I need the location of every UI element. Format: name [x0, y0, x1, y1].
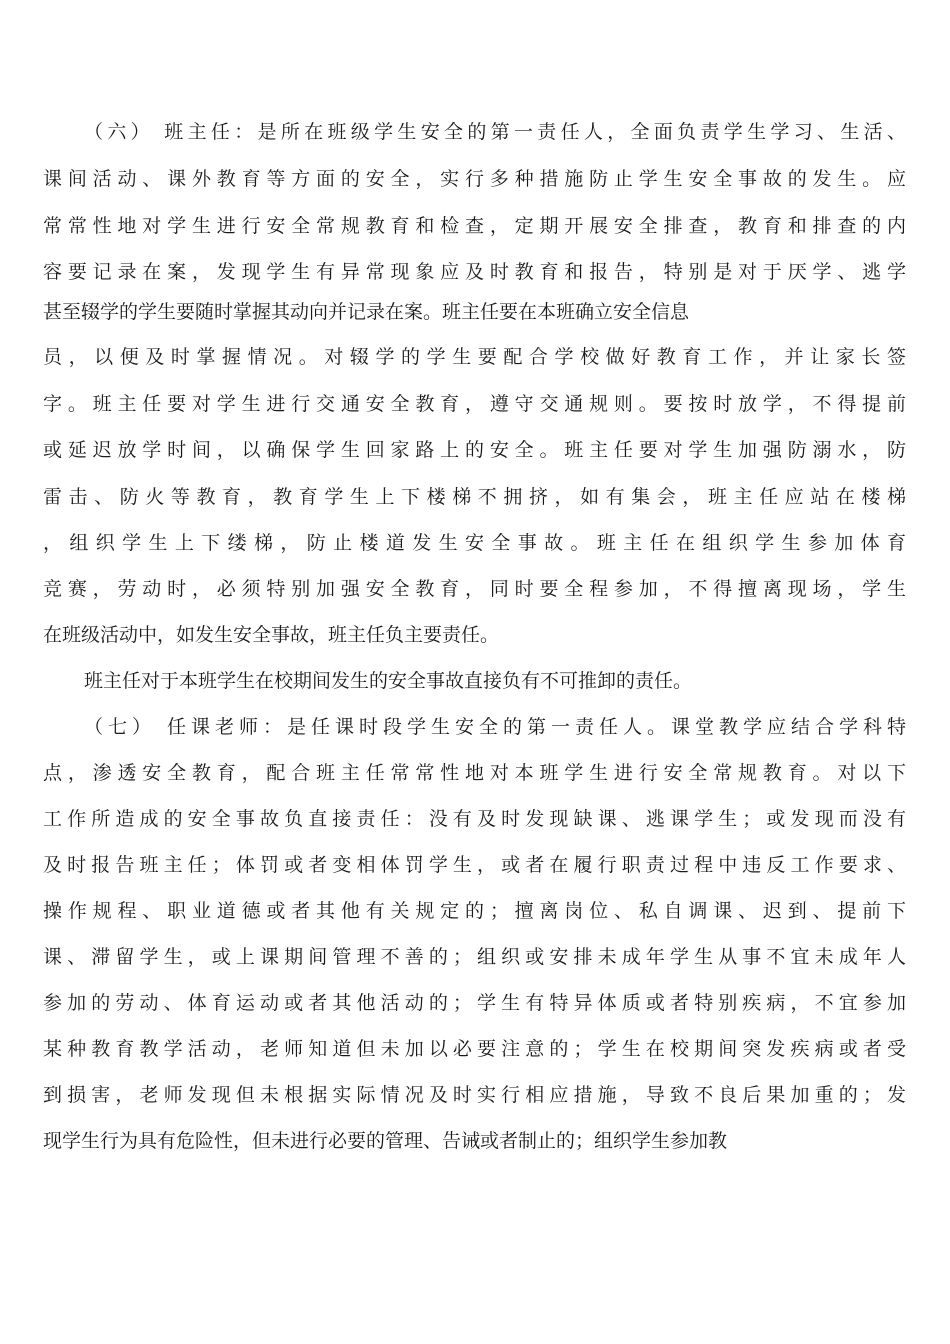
paragraph-6-line-12: 在班级活动中，如发生安全事故，班主任负主要责任。	[43, 624, 500, 646]
paragraph-6-line-2: 课间活动、课外教育等方面的安全，实行多种措施防止学生安全事故的发生。应	[43, 168, 906, 190]
paragraph-7-line-8: 某种教育教学活动，老师知道但未加以必要注意的；学生在校期间突发疾病或者受	[43, 1038, 906, 1060]
paragraph-7-line-3: 工作所造成的安全事故负直接责任：没有及时发现缺课、逃课学生；或发现而没有	[43, 808, 906, 830]
paragraph-7-line-10: 现学生行为具有危险性，但未进行必要的管理、告诫或者制止的；组织学生参加教	[43, 1130, 728, 1152]
paragraph-7-line-7: 参加的劳动、体育运动或者其他活动的；学生有特异体质或者特别疾病，不宜参加	[43, 992, 906, 1014]
paragraph-6-line-7: 字。班主任要对学生进行交通安全教育，遵守交通规则。要按时放学，不得提前	[43, 393, 906, 415]
paragraph-6-line-11: 竞赛，劳动时，必须特别加强安全教育，同时要全程参加，不得擅离现场，学生	[43, 578, 906, 600]
paragraph-6-line-9: 雷击、防火等教育，教育学生上下楼梯不拥挤，如有集会，班主任应站在楼梯	[43, 486, 906, 508]
paragraph-6-line-5: 甚至辍学的学生要随时掌握其动向并记录在案。班主任要在本班确立安全信息	[43, 301, 690, 323]
paragraph-7-line-5: 操作规程、职业道德或者其他有关规定的；擅离岗位、私自调课、迟到、提前下	[43, 900, 906, 922]
paragraph-7-line-6: 课、滞留学生，或上课期间管理不善的；组织或安排未成年学生从事不宜未成年人	[43, 946, 906, 968]
paragraph-6-line-3: 常常性地对学生进行安全常规教育和检查，定期开展安全排查，教育和排查的内	[43, 215, 906, 237]
paragraph-7-line-4: 及时报告班主任；体罚或者变相体罚学生，或者在履行职责过程中违反工作要求、	[43, 854, 906, 876]
paragraph-6-line-4: 容要记录在案，发现学生有异常现象应及时教育和报告，特别是对于厌学、逃学	[43, 261, 906, 283]
paragraph-6-line-6: 员，以便及时掌握情况。对辍学的学生要配合学校做好教育工作，并让家长签	[43, 346, 906, 368]
paragraph-6-line-8: 或延迟放学时间，以确保学生回家路上的安全。班主任要对学生加强防溺水，防	[43, 439, 906, 461]
paragraph-7-line-1: （七） 任课老师：是任课时段学生安全的第一责任人。课堂教学应结合学科特	[84, 716, 906, 738]
paragraph-6-line-1: （六） 班主任：是所在班级学生安全的第一责任人，全面负责学生学习、生活、	[84, 121, 906, 143]
paragraph-6-line-10: ，组织学生上下缕梯，防止楼道发生安全事故。班主任在组织学生参加体育	[43, 532, 906, 554]
responsibility-note: 班主任对于本班学生在校期间发生的安全事故直接负有不可推卸的责任。	[84, 670, 693, 692]
paragraph-7-line-9: 到损害，老师发现但未根据实际情况及时实行相应措施，导致不良后果加重的；发	[43, 1084, 906, 1106]
paragraph-7-line-2: 点，渗透安全教育，配合班主任常常性地对本班学生进行安全常规教育。对以下	[43, 762, 906, 784]
